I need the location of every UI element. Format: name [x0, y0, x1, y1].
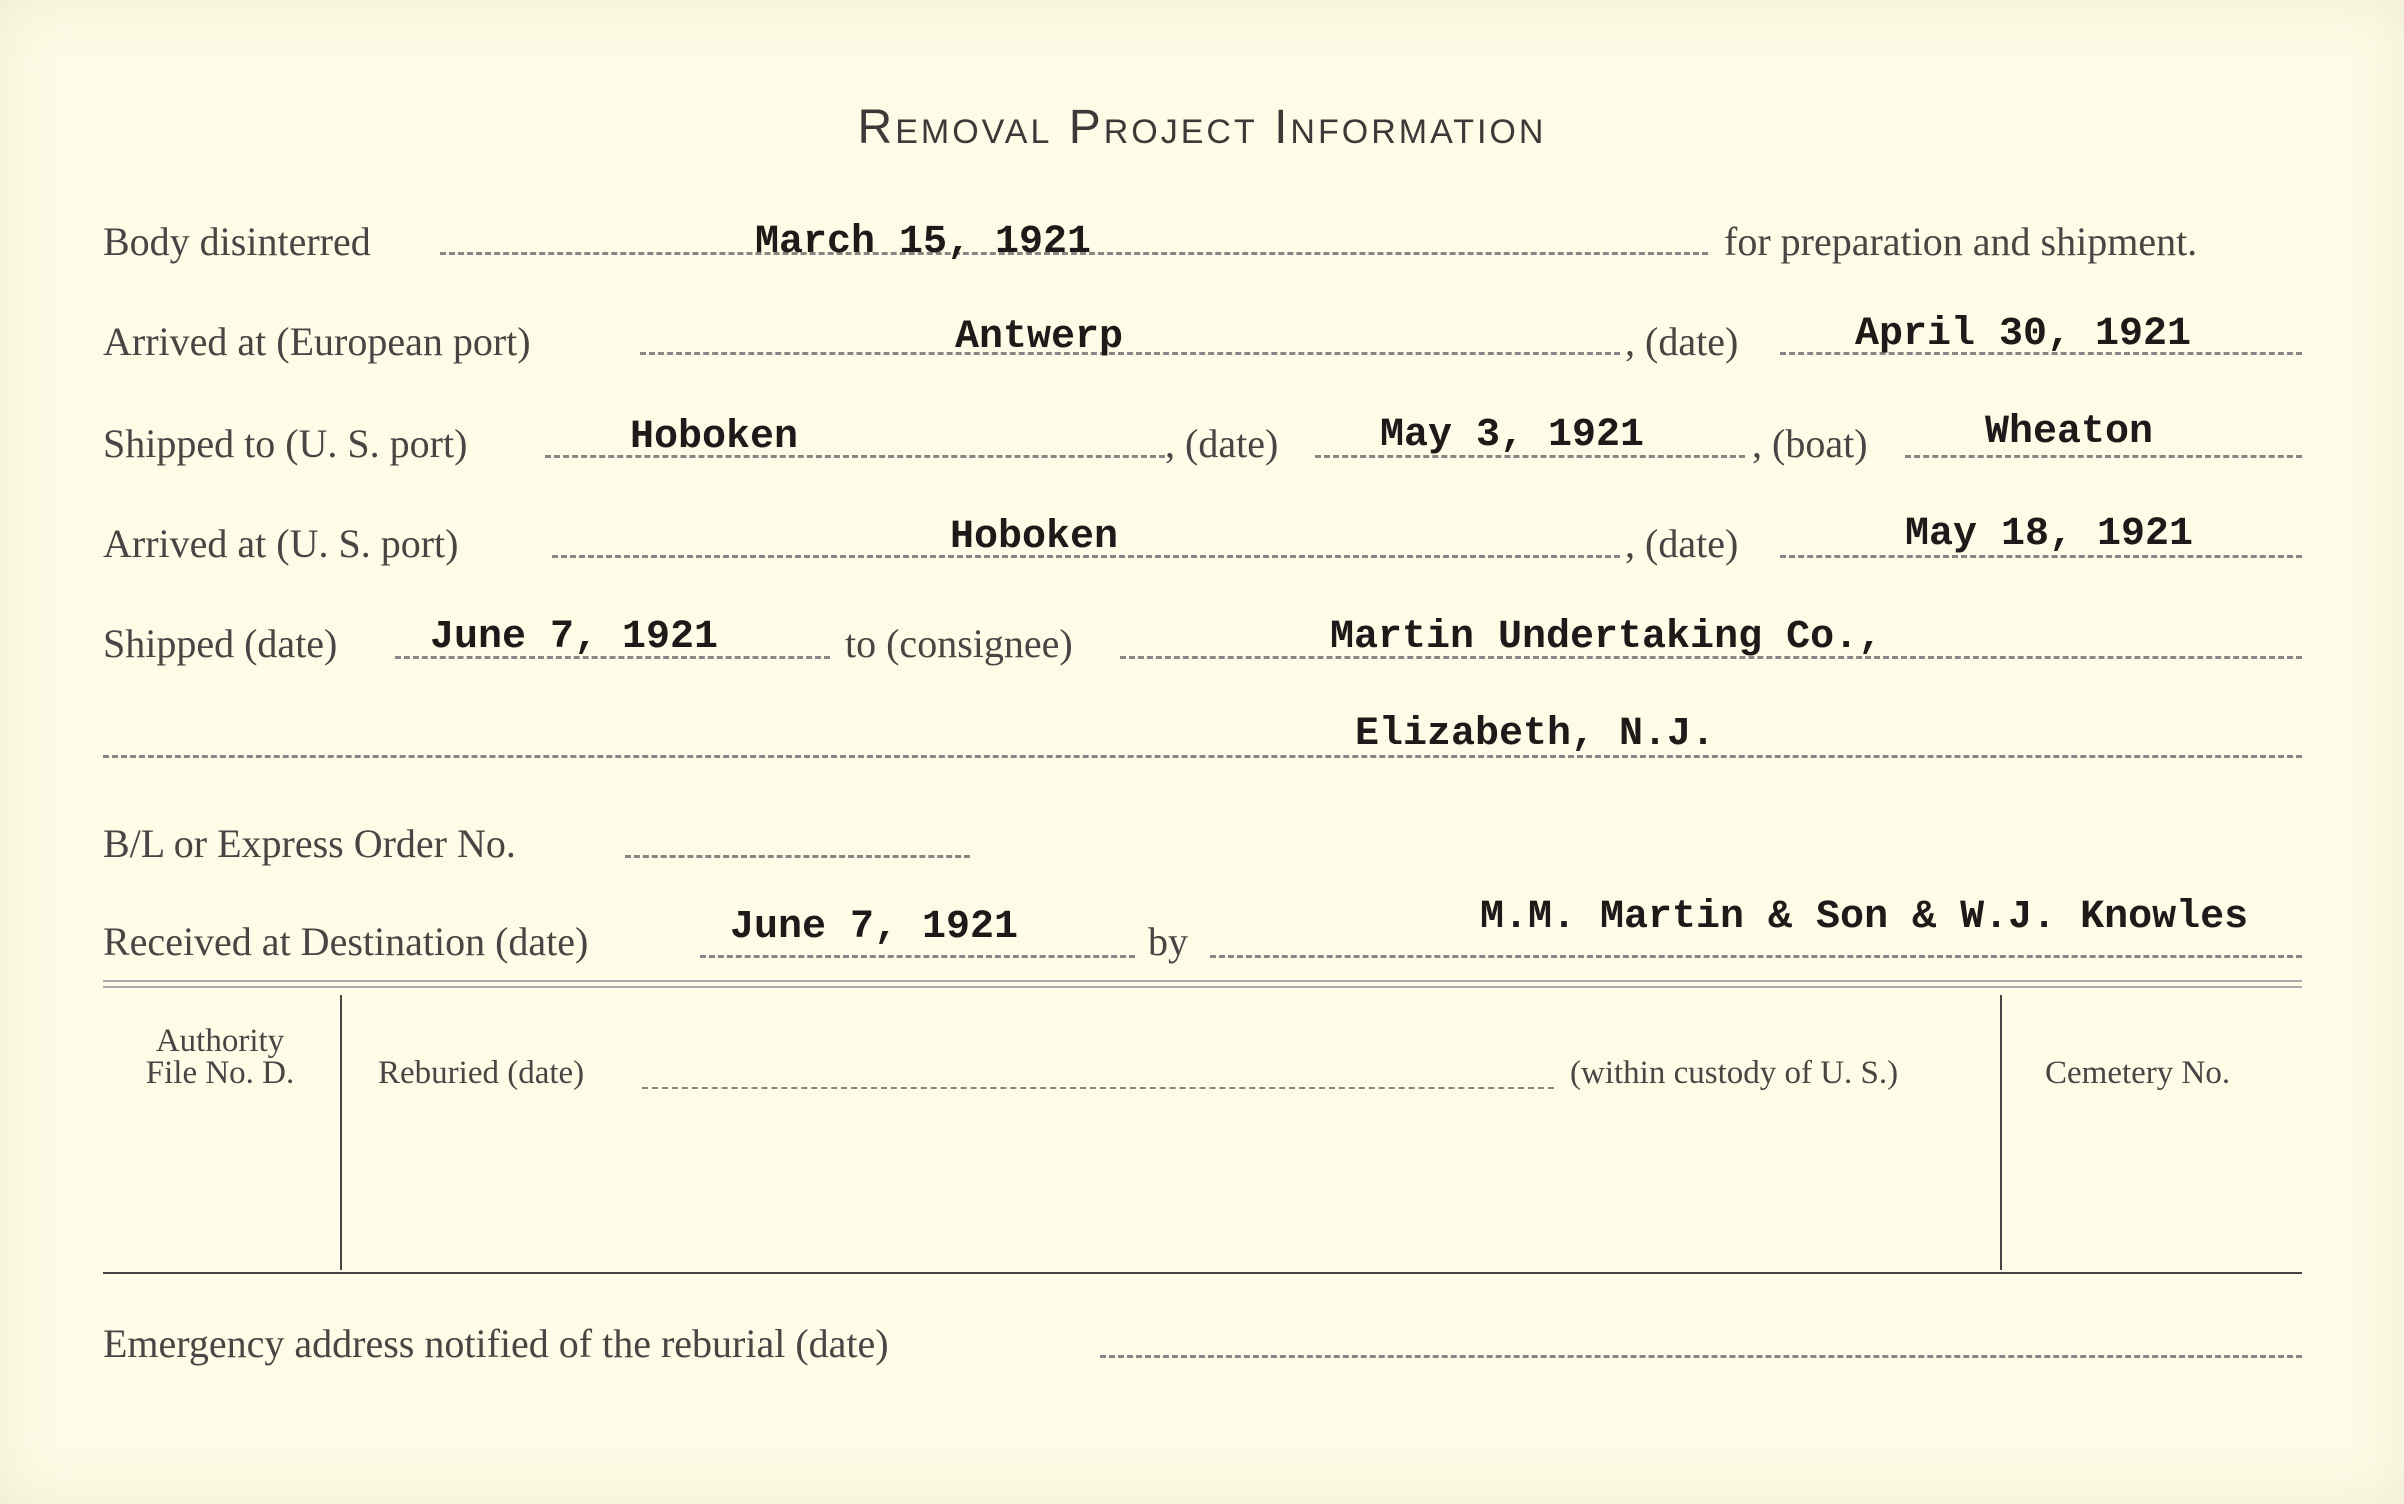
shipped-us-port-value: Hoboken	[630, 415, 799, 460]
table-divider-left	[340, 995, 342, 1270]
table-bottom-rule	[103, 1272, 2302, 1274]
shipped-us-date-label: , (date)	[1165, 421, 1279, 466]
consignee-address-line	[103, 755, 2302, 758]
body-disinterred-label: Body disinterred	[103, 219, 371, 264]
file-no-label: File No. D.	[145, 1055, 295, 1091]
received-destination-value: June 7, 1921	[730, 905, 1019, 950]
body-disinterred-suffix: for preparation and shipment.	[1724, 219, 2198, 264]
reburied-line	[642, 1087, 1554, 1089]
arrived-us-port-label: Arrived at (U. S. port)	[103, 521, 459, 566]
received-by-line	[1210, 955, 2302, 958]
received-destination-line	[700, 955, 1135, 958]
table-top-rule	[103, 980, 2302, 988]
reburied-label: Reburied (date)	[378, 1055, 585, 1091]
consignee-address-value: Elizabeth, N.J.	[1355, 712, 1716, 757]
card-title: Removal Project Information	[857, 101, 1547, 154]
shipped-date-label: Shipped (date)	[103, 621, 338, 666]
arrived-us-date-value: May 18, 1921	[1905, 512, 2194, 557]
arrived-european-date-label: , (date)	[1625, 319, 1739, 364]
shipped-us-port-label: Shipped to (U. S. port)	[103, 421, 468, 466]
authority-label: Authority	[155, 1023, 285, 1059]
consignee-value: Martin Undertaking Co.,	[1330, 615, 1883, 660]
received-by-value: M.M. Martin & Son & W.J. Knowles	[1480, 895, 2249, 940]
bl-express-order-line	[625, 855, 970, 858]
table-divider-right	[2000, 995, 2002, 1270]
custody-label: (within custody of U. S.)	[1570, 1055, 1899, 1091]
emergency-address-line	[1100, 1355, 2302, 1358]
boat-line	[1905, 455, 2302, 458]
arrived-european-port-value: Antwerp	[955, 315, 1124, 360]
emergency-address-label: Emergency address notified of the reburial (date)	[103, 1321, 889, 1366]
shipped-us-date-value: May 3, 1921	[1380, 413, 1645, 458]
body-disinterred-value: March 15, 1921	[755, 220, 1092, 265]
authority-file-label	[120, 1025, 320, 1089]
boat-value: Wheaton	[1985, 410, 2154, 455]
arrived-european-port-label: Arrived at (European port)	[103, 319, 531, 364]
received-by-label: by	[1148, 919, 1188, 964]
cemetery-no-label: Cemetery No.	[2045, 1055, 2231, 1091]
bl-express-order-label: B/L or Express Order No.	[103, 821, 516, 866]
boat-label: , (boat)	[1752, 421, 1868, 466]
shipped-date-value: June 7, 1921	[430, 615, 719, 660]
arrived-us-port-value: Hoboken	[950, 515, 1119, 560]
arrived-european-port-line	[640, 352, 1620, 355]
received-destination-label: Received at Destination (date)	[103, 919, 589, 964]
arrived-us-date-label: , (date)	[1625, 521, 1739, 566]
consignee-label: to (consignee)	[845, 621, 1073, 666]
arrived-european-date-value: April 30, 1921	[1855, 312, 2192, 357]
